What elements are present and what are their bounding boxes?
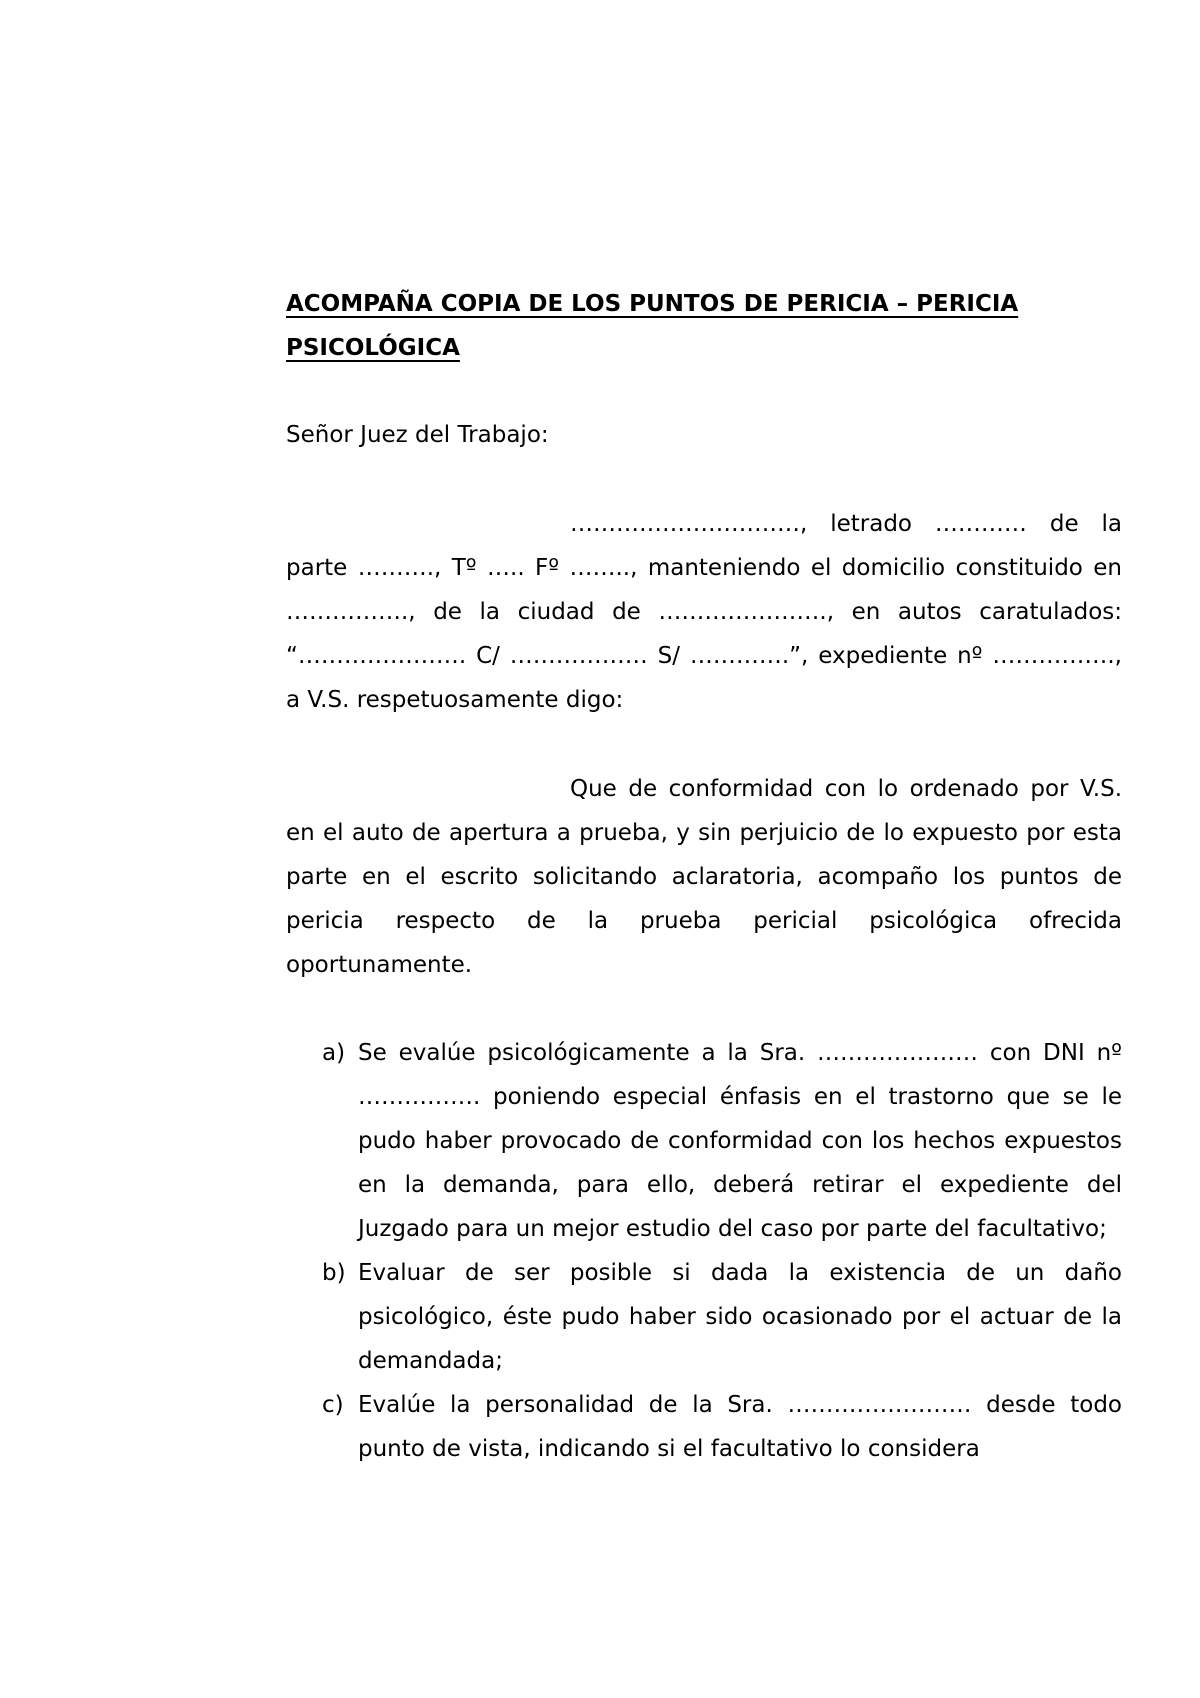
expert-point-b (286, 1251, 1122, 1383)
point-marker: b) (322, 1260, 346, 1286)
introduction-paragraph: …………………………, letrado ………… de la parte ………., Tº ….. Fº …….., manteniendo el domicilio constituido en ……………., de la ciudad de …………………., en autos caratulados: “…………………. C/ ……………… S/ ………….”, expediente nº ……………., a V.S. respetuosamente digo: (286, 511, 1122, 713)
document-title-line-1: ACOMPAÑA COPIA DE LOS PUNTOS DE PERICIA – PERICIA (286, 291, 1019, 317)
salutation: Señor Juez del Trabajo: (286, 422, 549, 448)
point-marker: a) (322, 1040, 346, 1066)
document-title (286, 282, 1100, 370)
document-title-line-2: PSICOLÓGICA (286, 335, 460, 361)
point-marker: c) (322, 1392, 344, 1418)
point-text: Evaluar de ser posible si dada la existencia de un daño psicológico, éste pudo haber sido ocasionado por el actuar de la demandada; (358, 1260, 1122, 1374)
petition-paragraph: Que de conformidad con lo ordenado por V.S. en el auto de apertura a prueba, y sin perjuicio de lo expuesto por esta parte en el escrito solicitando aclaratoria, acompaño los puntos de pericia respecto de la prueba pericial psicológica ofrecida oportunamente. (286, 776, 1122, 978)
point-text: Se evalúe psicológicamente a la Sra. ………………… con DNI nº ……………. poniendo especial énfasis en el trastorno que se le pudo haber provocado de conformidad con los hechos expuestos en la demanda, para ello, deberá retirar el expediente del Juzgado para un mejor estudio del caso por parte del facultativo; (358, 1040, 1122, 1242)
expert-point-a (286, 1031, 1122, 1251)
expert-points-list (286, 1031, 1122, 1471)
point-text: Evalúe la personalidad de la Sra. …………………… desde todo punto de vista, indicando si el facultativo lo considera (358, 1392, 1122, 1462)
expert-point-c (286, 1383, 1122, 1471)
